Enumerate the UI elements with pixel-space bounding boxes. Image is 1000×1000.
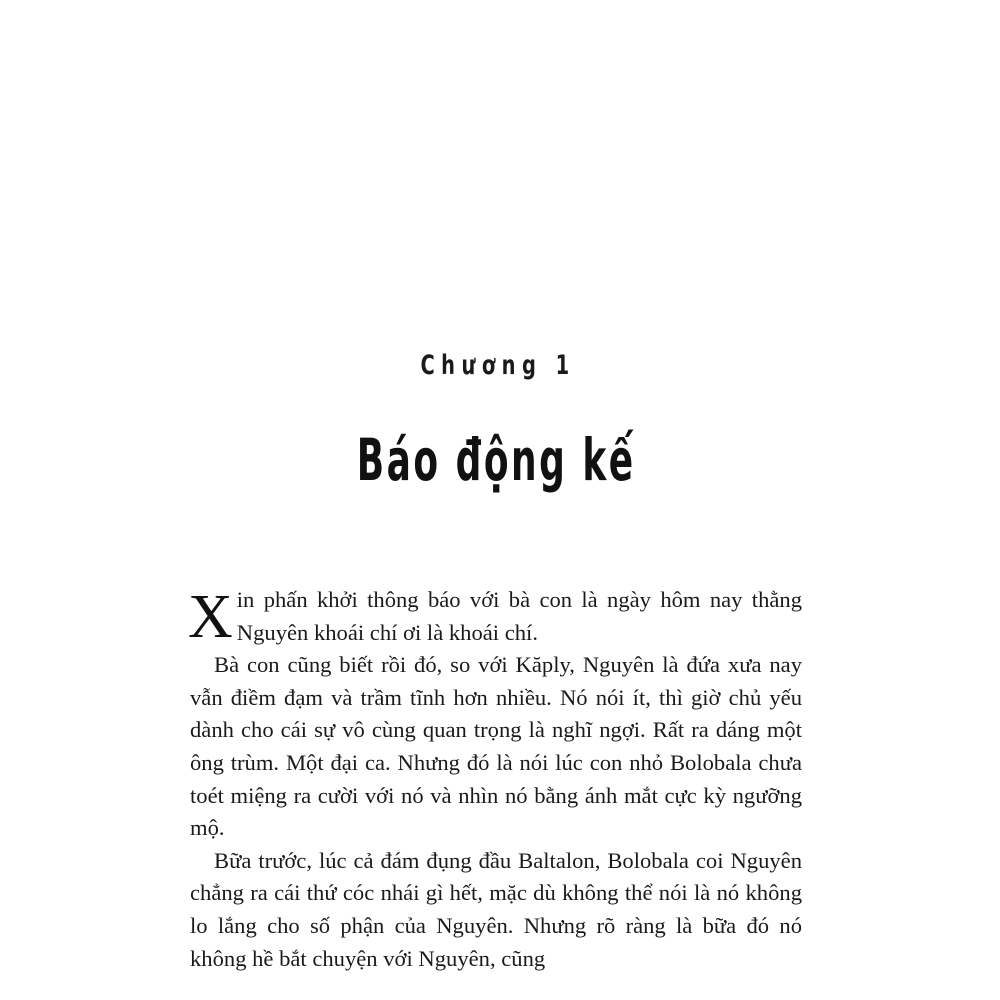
chapter-number: Chương 1 [420,350,576,381]
paragraph-1 [190,584,802,649]
paragraph-2: Bà con cũng biết rồi đó, so với Kăply, Nguyên là đứa xưa nay vẫn điềm đạm và trầm tĩnh hơn nhiều. Nó nói ít, thì giờ chủ yếu dành cho cái sự vô cùng quan trọng là nghĩ ngợi. Rất ra dáng một ông trùm. Một đại ca. Nhưng đó là nói lúc con nhỏ Bolobala chưa toét miệng ra cười với nó và nhìn nó bằng ánh mắt cực kỳ ngưỡng mộ. [190,652,802,841]
chapter-body [190,584,802,975]
chapter-title: Báo động kế [356,426,636,494]
paragraph-1-text: in phấn khởi thông báo với bà con là ngày hôm nay thằng Nguyên khoái chí ơi là khoái chí. [236,587,802,645]
paragraph-3: Bữa trước, lúc cả đám đụng đầu Baltalon, Bolobala coi Nguyên chẳng ra cái thứ cóc nhái gì hết, mặc dù không thể nói là nó không lo lắng cho số phận của Nguyên. Nhưng rõ ràng là bữa đó nó không hề bắt chuyện với Nguyên, cũng [190,847,802,971]
drop-cap: X [188,583,233,651]
